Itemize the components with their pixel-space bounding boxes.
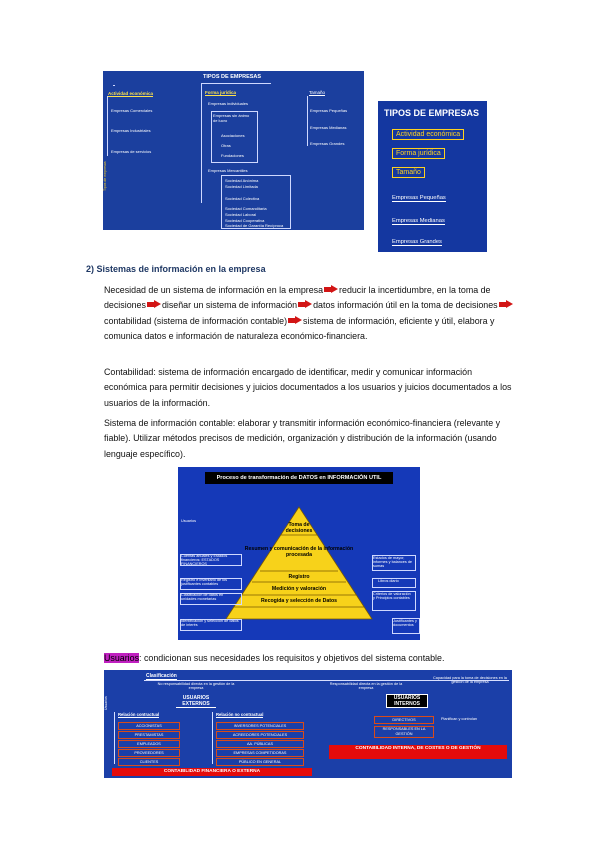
right-label: Estados de mayor, informes y balances de sumas xyxy=(373,556,413,568)
external-user: PÚBLICO EN GENERAL xyxy=(216,758,304,766)
paragraph-usuarios: Usuarios: condicionan sus necesidades los requisitos y objetivos del sistema contable. xyxy=(104,653,445,663)
type-item: Empresas Mercantiles xyxy=(208,168,248,173)
type-item: Empresas Medianas xyxy=(310,125,347,130)
responsibility-note: Capacidad para la toma de decisiones en la gestión de la empresa xyxy=(433,676,507,684)
external-user: INVERSORES POTENCIALES xyxy=(216,722,304,730)
pyramid-level: Resumen y comunicación de la información procesada xyxy=(244,546,354,558)
type-item: Empresas Comerciales xyxy=(111,108,153,113)
internal-users: USUARIOS INTERNOS xyxy=(386,694,428,708)
slide-usuarios-diagram xyxy=(104,670,512,778)
external-user: CLIENTES xyxy=(118,758,180,766)
type-item: Sociedad Comanditaria xyxy=(225,206,267,211)
type-item: Sociedad Limitada xyxy=(225,184,258,189)
arrow-icon xyxy=(147,300,161,309)
left-label: Usuarios xyxy=(181,519,196,523)
type-item: Sociedad Anónima xyxy=(225,178,259,183)
type-item: Empresas de servicios xyxy=(111,149,152,154)
left-label: Registro e inventario de los justificantes contables xyxy=(181,578,228,586)
highlight-usuarios: Usuarios xyxy=(104,653,140,663)
category-box: Actividad económica xyxy=(392,129,464,140)
summary-title: TIPOS DE EMPRESAS xyxy=(384,108,480,118)
type-item: Sociedad de Garantía Recíproca xyxy=(225,223,284,228)
category-box: Tamaño xyxy=(392,167,425,178)
slide-tipos-empresas-diagram xyxy=(103,71,364,230)
section-heading: 2) Sistemas de información en la empresa xyxy=(86,264,266,274)
paragraph-need: Necesidad de un sistema de información en la empresa reducir la incertidumbre, en la toma de decisiones diseñar un sistema de información datos información útil en la toma de decisionescontabilidad (sistema de información contable) sistema de información, eficiente y útil, elabora y comunica datos e información de naturaleza económico-financiera. xyxy=(104,283,514,344)
side-label: Usuarios xyxy=(104,696,108,710)
type-item: Empresas Pequeñas xyxy=(310,108,348,113)
paragraph-sistema-contable: Sistema de información contable: elaborar y transmitir información económico-financiera (relevante y fiable). Utilizar métodos precisos de medición, organización y distribución de la información (usando lenguaje específico). xyxy=(104,418,501,459)
external-user: PROVEEDORES xyxy=(118,749,180,757)
type-item: Otras xyxy=(221,143,231,148)
type-item: Empresas Industriales xyxy=(111,128,151,133)
size-item: Empresas Pequeñas xyxy=(392,195,446,201)
external-users: USUARIOS EXTERNOS xyxy=(176,695,216,708)
slide-pyramid-diagram xyxy=(178,467,420,640)
responsibility-note: Responsabilidad directa en la gestión de la empresa xyxy=(329,682,403,690)
type-item: Sociedad Laboral xyxy=(225,212,257,217)
right-label: Justificantes y documentos xyxy=(393,619,417,627)
external-user: AA. PÚBLICAS xyxy=(216,740,304,748)
contractual-label: Relación contractual xyxy=(118,712,160,717)
internal-accounting-bar: CONTABILIDAD INTERNA, DE COSTES O DE GESTIÓN xyxy=(329,745,507,759)
right-label: Libros diario xyxy=(378,579,399,583)
connector xyxy=(201,83,202,203)
diagram-header: TIPOS DE EMPRESAS xyxy=(203,74,262,80)
size-item: Empresas Medianas xyxy=(392,218,445,224)
header-line xyxy=(201,83,271,84)
plan-note: Planifican y controlan xyxy=(440,717,478,721)
left-label: Identificación y selección de datos de interés xyxy=(181,619,239,627)
type-item: Forma jurídica xyxy=(205,90,237,95)
responsibility-note: No responsabilidad directa en la gestión de la empresa xyxy=(157,682,235,690)
external-user: ACCIONISTAS xyxy=(118,722,180,730)
internal-user: RESPONSABLES EN LA GESTIÓN xyxy=(374,726,434,738)
category-box: Forma jurídica xyxy=(392,148,445,159)
type-item: Fundaciones xyxy=(221,153,244,158)
left-label: Cuentas anuales y Estados financieros: ESTADOS FINANCIEROS xyxy=(181,554,228,566)
type-item: Empresas Grandes xyxy=(310,141,345,146)
pyramid-level: Recogida y selección de Datos xyxy=(260,598,338,604)
right-label: Criterios de valoración y Principios contables xyxy=(373,592,411,600)
non-contractual-label: Relación no contractual xyxy=(216,712,264,717)
size-item: Empresas Grandes xyxy=(392,239,442,245)
arrow-icon xyxy=(288,316,302,325)
arrow-icon xyxy=(324,285,338,294)
left-label: Clasificación de datos en unidades monetarias xyxy=(181,593,224,601)
type-item: Asociaciones xyxy=(221,133,245,138)
side-label: Tipos de empresas xyxy=(103,161,107,191)
type-item: Empresas sin ánimo de lucro xyxy=(213,113,250,123)
pyramid-level: Registro xyxy=(288,574,310,580)
slide-tipos-empresas-summary xyxy=(378,101,487,252)
arrow-icon xyxy=(499,300,513,309)
internal-user: DIRECTIVOS xyxy=(374,716,434,724)
external-user: EMPLEADOS xyxy=(118,740,180,748)
type-item: Sociedad Colectiva xyxy=(225,196,260,201)
paragraph-contabilidad: Contabilidad: sistema de información encargado de identificar, medir y comunicar información económica para permitir decisiones y juicios documentados a los usuarios y juicios documentados a los usuarios de la información. xyxy=(104,367,512,408)
arrow-icon xyxy=(298,300,312,309)
type-item: Actividad económica xyxy=(108,91,154,96)
type-item: Sociedad Cooperativa xyxy=(225,218,265,223)
external-user: ACREEDORES POTENCIALES xyxy=(216,731,304,739)
external-user: PRESTAMISTAS xyxy=(118,731,180,739)
pyramid-level: Medición y valoración xyxy=(271,586,327,592)
external-accounting-bar: CONTABILIDAD FINANCIERA O EXTERNA xyxy=(112,768,312,776)
type-item: Tamaño xyxy=(309,90,326,95)
type-item: Empresas individuales xyxy=(208,101,249,106)
classification-title: Clasificación xyxy=(146,673,177,679)
pyramid-level: Toma de decisiones xyxy=(285,522,313,534)
pyramid-title: Proceso de transformación de DATOS en INFORMACIÓN UTIL xyxy=(205,472,393,484)
external-user: EMPRESAS COMPETIDORAS xyxy=(216,749,304,757)
